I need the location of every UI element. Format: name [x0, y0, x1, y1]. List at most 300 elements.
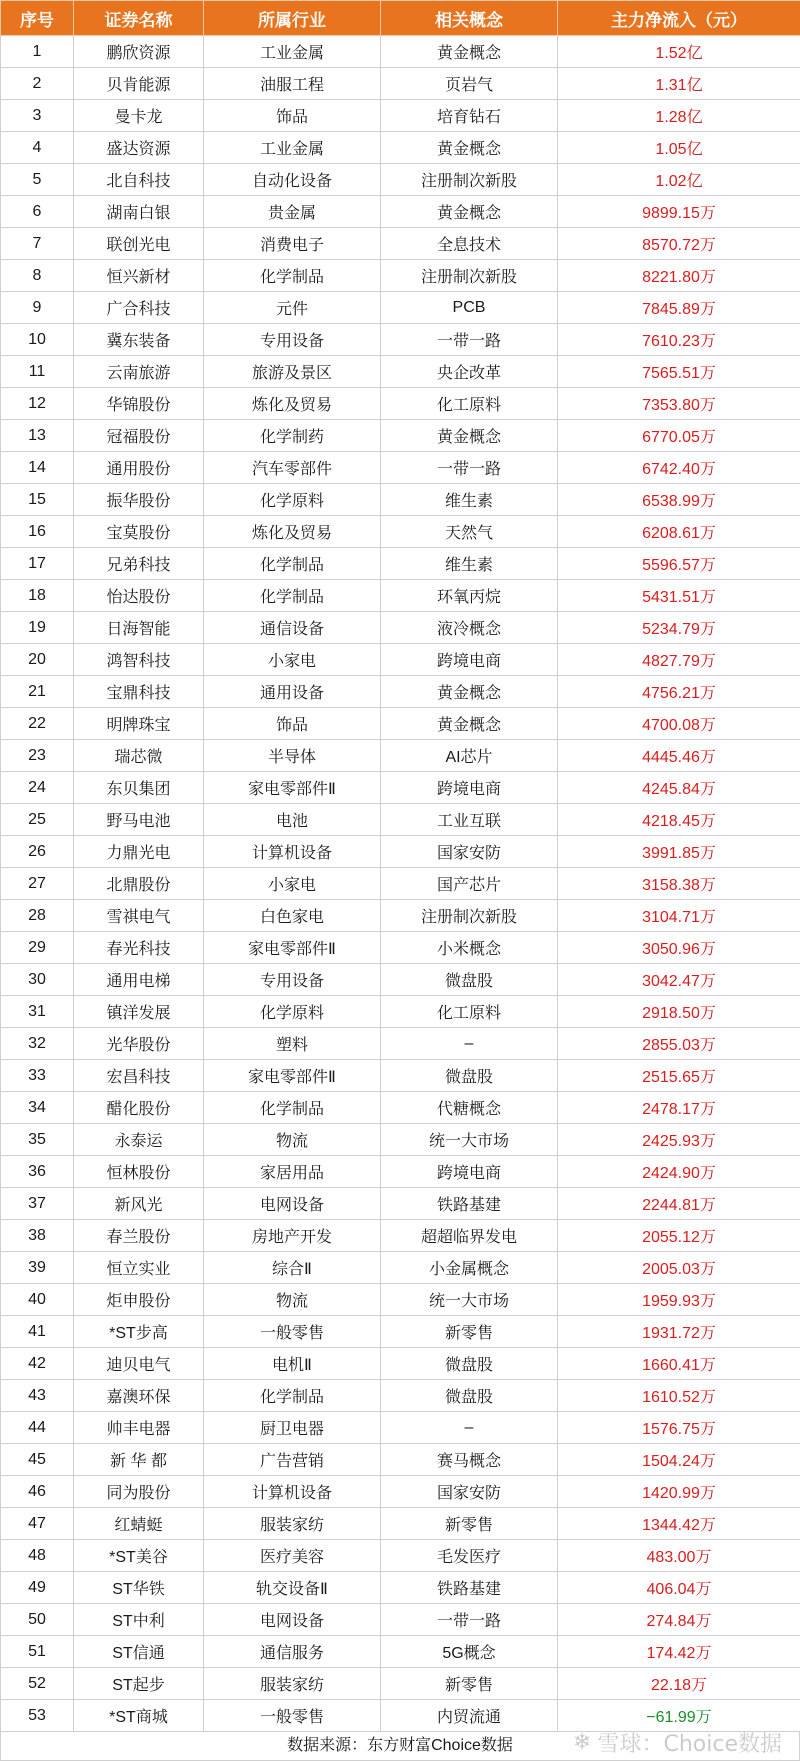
cell-security-name: 野马电池 — [74, 804, 204, 836]
table-row — [1, 1220, 800, 1252]
cell-concept: 黄金概念 — [381, 36, 558, 68]
table-row — [1, 260, 800, 292]
cell-concept: 维生素 — [381, 484, 558, 516]
cell-security-name: *ST商城 — [74, 1700, 204, 1732]
table-row — [1, 420, 800, 452]
cell-industry: 服装家纺 — [204, 1668, 381, 1700]
cell-security-name: 恒立实业 — [74, 1252, 204, 1284]
cell-concept: 一带一路 — [381, 452, 558, 484]
cell-concept: 工业互联 — [381, 804, 558, 836]
table-row — [1, 996, 800, 1028]
cell-net-inflow: 6742.40万 — [558, 452, 800, 484]
cell-concept: 维生素 — [381, 548, 558, 580]
cell-net-inflow: 1.02亿 — [558, 164, 800, 196]
cell-industry: 综合Ⅱ — [204, 1252, 381, 1284]
table-row — [1, 1316, 800, 1348]
cell-net-inflow: 6770.05万 — [558, 420, 800, 452]
cell-industry: 通用设备 — [204, 676, 381, 708]
cell-net-inflow: 1660.41万 — [558, 1348, 800, 1380]
cell-security-name: 镇洋发展 — [74, 996, 204, 1028]
cell-industry: 炼化及贸易 — [204, 516, 381, 548]
cell-net-inflow: −61.99万 — [558, 1700, 800, 1732]
table-row — [1, 388, 800, 420]
table-row — [1, 324, 800, 356]
cell-industry: 油服工程 — [204, 68, 381, 100]
cell-index: 36 — [1, 1156, 74, 1188]
header-net-inflow: 主力净流入（元） — [558, 1, 800, 36]
table-row — [1, 516, 800, 548]
cell-concept: 跨境电商 — [381, 644, 558, 676]
cell-industry: 厨卫电器 — [204, 1412, 381, 1444]
cell-index: 45 — [1, 1444, 74, 1476]
cell-industry: 塑料 — [204, 1028, 381, 1060]
table-row — [1, 1668, 800, 1700]
cell-index: 2 — [1, 68, 74, 100]
cell-security-name: 雪祺电气 — [74, 900, 204, 932]
cell-industry: 元件 — [204, 292, 381, 324]
table-row — [1, 1476, 800, 1508]
cell-security-name: 红蜻蜓 — [74, 1508, 204, 1540]
cell-concept: 微盘股 — [381, 1060, 558, 1092]
cell-index: 28 — [1, 900, 74, 932]
cell-net-inflow: 1.28亿 — [558, 100, 800, 132]
cell-concept: 新零售 — [381, 1316, 558, 1348]
cell-net-inflow: 1931.72万 — [558, 1316, 800, 1348]
cell-index: 46 — [1, 1476, 74, 1508]
cell-security-name: 华锦股份 — [74, 388, 204, 420]
table-row — [1, 452, 800, 484]
table-row — [1, 1412, 800, 1444]
cell-security-name: 曼卡龙 — [74, 100, 204, 132]
cell-concept: 小金属概念 — [381, 1252, 558, 1284]
header-industry: 所属行业 — [204, 1, 381, 36]
cell-net-inflow: 1344.42万 — [558, 1508, 800, 1540]
snowball-logo-icon: ❄ — [573, 1730, 592, 1755]
table-row — [1, 804, 800, 836]
cell-concept: 微盘股 — [381, 964, 558, 996]
cell-security-name: 同为股份 — [74, 1476, 204, 1508]
table-row — [1, 1284, 800, 1316]
cell-security-name: 恒兴新材 — [74, 260, 204, 292]
cell-index: 37 — [1, 1188, 74, 1220]
cell-security-name: 光华股份 — [74, 1028, 204, 1060]
cell-security-name: ST起步 — [74, 1668, 204, 1700]
cell-industry: 物流 — [204, 1284, 381, 1316]
cell-concept: 超超临界发电 — [381, 1220, 558, 1252]
cell-security-name: 永泰运 — [74, 1124, 204, 1156]
cell-security-name: 宝莫股份 — [74, 516, 204, 548]
cell-index: 39 — [1, 1252, 74, 1284]
cell-security-name: 云南旅游 — [74, 356, 204, 388]
cell-net-inflow: 7565.51万 — [558, 356, 800, 388]
cell-concept: 黄金概念 — [381, 420, 558, 452]
cell-index: 44 — [1, 1412, 74, 1444]
cell-security-name: 联创光电 — [74, 228, 204, 260]
cell-index: 40 — [1, 1284, 74, 1316]
cell-industry: 化学制品 — [204, 1092, 381, 1124]
cell-index: 41 — [1, 1316, 74, 1348]
cell-index: 24 — [1, 772, 74, 804]
cell-security-name: 春光科技 — [74, 932, 204, 964]
cell-industry: 汽车零部件 — [204, 452, 381, 484]
cell-security-name: 力鼎光电 — [74, 836, 204, 868]
cell-security-name: 冠福股份 — [74, 420, 204, 452]
cell-concept: 国产芯片 — [381, 868, 558, 900]
cell-net-inflow: 2005.03万 — [558, 1252, 800, 1284]
cell-concept: 5G概念 — [381, 1636, 558, 1668]
cell-index: 20 — [1, 644, 74, 676]
cell-index: 53 — [1, 1700, 74, 1732]
table-row — [1, 772, 800, 804]
cell-concept: 天然气 — [381, 516, 558, 548]
table-body — [1, 36, 800, 1732]
cell-index: 15 — [1, 484, 74, 516]
cell-security-name: 北鼎股份 — [74, 868, 204, 900]
cell-industry: 化学原料 — [204, 484, 381, 516]
table-row — [1, 484, 800, 516]
cell-concept: 环氧丙烷 — [381, 580, 558, 612]
cell-security-name: 恒林股份 — [74, 1156, 204, 1188]
cell-industry: 通信设备 — [204, 612, 381, 644]
cell-concept: 跨境电商 — [381, 772, 558, 804]
table-row — [1, 932, 800, 964]
table-row — [1, 132, 800, 164]
cell-security-name: ST中利 — [74, 1604, 204, 1636]
table-row — [1, 1092, 800, 1124]
table-row — [1, 1540, 800, 1572]
cell-industry: 工业金属 — [204, 132, 381, 164]
cell-industry: 小家电 — [204, 868, 381, 900]
cell-industry: 家电零部件Ⅱ — [204, 932, 381, 964]
cell-industry: 一般零售 — [204, 1700, 381, 1732]
cell-concept: 微盘股 — [381, 1380, 558, 1412]
source-text: 数据来源：东方财富Choice数据 — [287, 1737, 513, 1754]
cell-index: 10 — [1, 324, 74, 356]
table-row — [1, 1348, 800, 1380]
cell-industry: 饰品 — [204, 100, 381, 132]
cell-security-name: 醋化股份 — [74, 1092, 204, 1124]
cell-security-name: 鸿智科技 — [74, 644, 204, 676]
cell-index: 11 — [1, 356, 74, 388]
cell-industry: 电网设备 — [204, 1188, 381, 1220]
cell-security-name: 振华股份 — [74, 484, 204, 516]
cell-industry: 专用设备 — [204, 324, 381, 356]
cell-concept: 代糖概念 — [381, 1092, 558, 1124]
cell-concept: 铁路基建 — [381, 1572, 558, 1604]
cell-index: 30 — [1, 964, 74, 996]
cell-industry: 炼化及贸易 — [204, 388, 381, 420]
cell-net-inflow: 6538.99万 — [558, 484, 800, 516]
cell-index: 13 — [1, 420, 74, 452]
cell-concept: PCB — [381, 292, 558, 324]
cell-net-inflow: 4218.45万 — [558, 804, 800, 836]
table-row — [1, 1572, 800, 1604]
cell-security-name: 鹏欣资源 — [74, 36, 204, 68]
cell-index: 32 — [1, 1028, 74, 1060]
cell-index: 18 — [1, 580, 74, 612]
cell-index: 48 — [1, 1540, 74, 1572]
cell-index: 33 — [1, 1060, 74, 1092]
cell-concept: 统一大市场 — [381, 1124, 558, 1156]
watermark — [573, 1727, 782, 1758]
cell-industry: 化学制品 — [204, 1380, 381, 1412]
cell-net-inflow: 2244.81万 — [558, 1188, 800, 1220]
cell-concept: 铁路基建 — [381, 1188, 558, 1220]
table-row — [1, 292, 800, 324]
cell-industry: 自动化设备 — [204, 164, 381, 196]
table-row — [1, 68, 800, 100]
table-row — [1, 868, 800, 900]
table-row — [1, 644, 800, 676]
table-row — [1, 1508, 800, 1540]
cell-security-name: 瑞芯微 — [74, 740, 204, 772]
cell-net-inflow: 1610.52万 — [558, 1380, 800, 1412]
cell-concept: 页岩气 — [381, 68, 558, 100]
cell-security-name: 炬申股份 — [74, 1284, 204, 1316]
table-row — [1, 676, 800, 708]
cell-index: 38 — [1, 1220, 74, 1252]
cell-industry: 旅游及景区 — [204, 356, 381, 388]
cell-net-inflow: 22.18万 — [558, 1668, 800, 1700]
cell-concept: 一带一路 — [381, 1604, 558, 1636]
cell-security-name: 春兰股份 — [74, 1220, 204, 1252]
cell-net-inflow: 2478.17万 — [558, 1092, 800, 1124]
cell-industry: 化学制品 — [204, 580, 381, 612]
cell-index: 47 — [1, 1508, 74, 1540]
cell-security-name: 嘉澳环保 — [74, 1380, 204, 1412]
cell-index: 23 — [1, 740, 74, 772]
cell-net-inflow: 3050.96万 — [558, 932, 800, 964]
table-row — [1, 356, 800, 388]
cell-industry: 轨交设备Ⅱ — [204, 1572, 381, 1604]
cell-security-name: 新 华 都 — [74, 1444, 204, 1476]
cell-index: 8 — [1, 260, 74, 292]
cell-index: 35 — [1, 1124, 74, 1156]
cell-security-name: 广合科技 — [74, 292, 204, 324]
cell-security-name: 宏昌科技 — [74, 1060, 204, 1092]
cell-net-inflow: 8221.80万 — [558, 260, 800, 292]
cell-industry: 家电零部件Ⅱ — [204, 1060, 381, 1092]
cell-industry: 消费电子 — [204, 228, 381, 260]
cell-industry: 房地产开发 — [204, 1220, 381, 1252]
cell-index: 42 — [1, 1348, 74, 1380]
cell-index: 29 — [1, 932, 74, 964]
header-security-name: 证券名称 — [74, 1, 204, 36]
cell-security-name: 湖南白银 — [74, 196, 204, 228]
cell-index: 16 — [1, 516, 74, 548]
cell-net-inflow: 1576.75万 — [558, 1412, 800, 1444]
cell-concept: 黄金概念 — [381, 708, 558, 740]
cell-concept: 一带一路 — [381, 324, 558, 356]
cell-net-inflow: 4827.79万 — [558, 644, 800, 676]
cell-security-name: 通用股份 — [74, 452, 204, 484]
cell-industry: 广告营销 — [204, 1444, 381, 1476]
table-row — [1, 100, 800, 132]
cell-industry: 电池 — [204, 804, 381, 836]
cell-security-name: 明牌珠宝 — [74, 708, 204, 740]
cell-concept: 培育钻石 — [381, 100, 558, 132]
cell-net-inflow: 4445.46万 — [558, 740, 800, 772]
cell-net-inflow: 3104.71万 — [558, 900, 800, 932]
cell-concept: 新零售 — [381, 1508, 558, 1540]
cell-index: 12 — [1, 388, 74, 420]
cell-net-inflow: 1959.93万 — [558, 1284, 800, 1316]
cell-industry: 计算机设备 — [204, 1476, 381, 1508]
cell-net-inflow: 274.84万 — [558, 1604, 800, 1636]
cell-industry: 化学原料 — [204, 996, 381, 1028]
cell-industry: 电机Ⅱ — [204, 1348, 381, 1380]
cell-concept: 注册制次新股 — [381, 900, 558, 932]
cell-concept: 小米概念 — [381, 932, 558, 964]
cell-industry: 家居用品 — [204, 1156, 381, 1188]
cell-net-inflow: 5431.51万 — [558, 580, 800, 612]
cell-concept: 毛发医疗 — [381, 1540, 558, 1572]
table-row — [1, 708, 800, 740]
cell-index: 9 — [1, 292, 74, 324]
cell-index: 26 — [1, 836, 74, 868]
table-row — [1, 1124, 800, 1156]
cell-net-inflow: 1.52亿 — [558, 36, 800, 68]
watermark-text: 雪球：Choice数据 — [597, 1732, 782, 1757]
cell-index: 51 — [1, 1636, 74, 1668]
cell-concept: 央企改革 — [381, 356, 558, 388]
cell-industry: 一般零售 — [204, 1316, 381, 1348]
table-header-row — [1, 1, 800, 36]
cell-index: 22 — [1, 708, 74, 740]
cell-net-inflow: 3042.47万 — [558, 964, 800, 996]
cell-net-inflow: 6208.61万 — [558, 516, 800, 548]
cell-net-inflow: 483.00万 — [558, 1540, 800, 1572]
cell-concept: 化工原料 — [381, 996, 558, 1028]
cell-industry: 半导体 — [204, 740, 381, 772]
cell-security-name: 盛达资源 — [74, 132, 204, 164]
cell-industry: 白色家电 — [204, 900, 381, 932]
table-row — [1, 1444, 800, 1476]
table-row — [1, 548, 800, 580]
cell-index: 17 — [1, 548, 74, 580]
cell-net-inflow: 5234.79万 — [558, 612, 800, 644]
cell-security-name: 贝肯能源 — [74, 68, 204, 100]
cell-industry: 化学制品 — [204, 548, 381, 580]
header-concept: 相关概念 — [381, 1, 558, 36]
table-row — [1, 228, 800, 260]
cell-industry: 服装家纺 — [204, 1508, 381, 1540]
cell-net-inflow: 2424.90万 — [558, 1156, 800, 1188]
cell-index: 7 — [1, 228, 74, 260]
cell-security-name: 通用电梯 — [74, 964, 204, 996]
table-row — [1, 964, 800, 996]
cell-concept: 注册制次新股 — [381, 164, 558, 196]
cell-industry: 贵金属 — [204, 196, 381, 228]
table-row — [1, 1252, 800, 1284]
cell-index: 21 — [1, 676, 74, 708]
cell-concept: 注册制次新股 — [381, 260, 558, 292]
cell-concept: 新零售 — [381, 1668, 558, 1700]
cell-concept: – — [381, 1412, 558, 1444]
cell-net-inflow: 7610.23万 — [558, 324, 800, 356]
cell-concept: 液冷概念 — [381, 612, 558, 644]
cell-security-name: 北自科技 — [74, 164, 204, 196]
cell-security-name: *ST美谷 — [74, 1540, 204, 1572]
cell-net-inflow: 4756.21万 — [558, 676, 800, 708]
cell-industry: 通信服务 — [204, 1636, 381, 1668]
cell-net-inflow: 3158.38万 — [558, 868, 800, 900]
cell-index: 31 — [1, 996, 74, 1028]
cell-net-inflow: 2055.12万 — [558, 1220, 800, 1252]
cell-index: 50 — [1, 1604, 74, 1636]
cell-index: 14 — [1, 452, 74, 484]
cell-net-inflow: 5596.57万 — [558, 548, 800, 580]
cell-net-inflow: 9899.15万 — [558, 196, 800, 228]
cell-net-inflow: 7353.80万 — [558, 388, 800, 420]
table-row — [1, 1380, 800, 1412]
cell-index: 43 — [1, 1380, 74, 1412]
cell-industry: 小家电 — [204, 644, 381, 676]
cell-net-inflow: 174.42万 — [558, 1636, 800, 1668]
cell-industry: 专用设备 — [204, 964, 381, 996]
cell-security-name: ST信通 — [74, 1636, 204, 1668]
cell-concept: 国家安防 — [381, 836, 558, 868]
cell-net-inflow: 8570.72万 — [558, 228, 800, 260]
cell-concept: 统一大市场 — [381, 1284, 558, 1316]
cell-concept: 内贸流通 — [381, 1700, 558, 1732]
table-row — [1, 1028, 800, 1060]
cell-concept: 微盘股 — [381, 1348, 558, 1380]
table-row — [1, 164, 800, 196]
cell-security-name: 宝鼎科技 — [74, 676, 204, 708]
cell-net-inflow: 1504.24万 — [558, 1444, 800, 1476]
cell-security-name: 冀东装备 — [74, 324, 204, 356]
cell-net-inflow: 1.05亿 — [558, 132, 800, 164]
cell-net-inflow: 2918.50万 — [558, 996, 800, 1028]
table-row — [1, 1156, 800, 1188]
cell-index: 3 — [1, 100, 74, 132]
cell-concept: AI芯片 — [381, 740, 558, 772]
cell-net-inflow: 4245.84万 — [558, 772, 800, 804]
cell-index: 5 — [1, 164, 74, 196]
table-row — [1, 196, 800, 228]
cell-industry: 化学制品 — [204, 260, 381, 292]
cell-security-name: 东贝集团 — [74, 772, 204, 804]
cell-index: 19 — [1, 612, 74, 644]
table-row — [1, 740, 800, 772]
cell-industry: 化学制药 — [204, 420, 381, 452]
cell-net-inflow: 1.31亿 — [558, 68, 800, 100]
table-row — [1, 612, 800, 644]
cell-security-name: ST华铁 — [74, 1572, 204, 1604]
table-row — [1, 1188, 800, 1220]
cell-concept: 全息技术 — [381, 228, 558, 260]
cell-concept: – — [381, 1028, 558, 1060]
cell-index: 4 — [1, 132, 74, 164]
cell-concept: 化工原料 — [381, 388, 558, 420]
cell-concept: 黄金概念 — [381, 676, 558, 708]
table-row — [1, 1604, 800, 1636]
cell-index: 34 — [1, 1092, 74, 1124]
cell-industry: 工业金属 — [204, 36, 381, 68]
cell-index: 49 — [1, 1572, 74, 1604]
cell-concept: 黄金概念 — [381, 132, 558, 164]
table-row — [1, 1636, 800, 1668]
cell-security-name: 日海智能 — [74, 612, 204, 644]
cell-net-inflow: 2855.03万 — [558, 1028, 800, 1060]
table-row — [1, 836, 800, 868]
header-index: 序号 — [1, 1, 74, 36]
cell-security-name: 新风光 — [74, 1188, 204, 1220]
table-row — [1, 1060, 800, 1092]
table-row — [1, 580, 800, 612]
cell-net-inflow: 2515.65万 — [558, 1060, 800, 1092]
